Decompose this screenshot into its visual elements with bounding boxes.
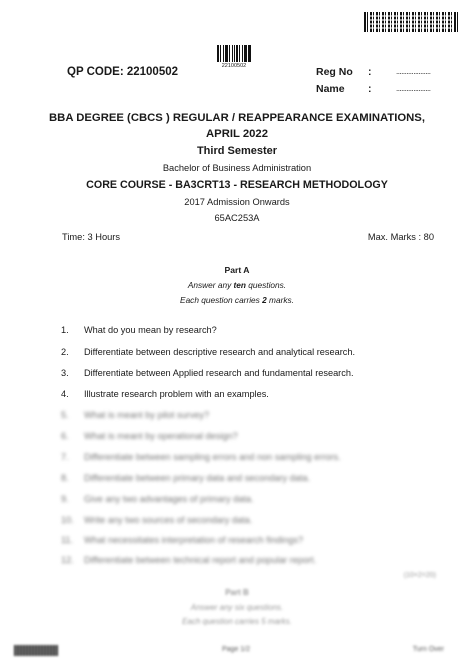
question-number: 3. <box>61 368 69 378</box>
reg-no-colon: : <box>368 66 372 78</box>
question-text: Differentiate between technical report and popular report. <box>84 555 317 565</box>
question-text: Illustrate research problem with an examples. <box>84 389 269 399</box>
barcode <box>217 45 251 62</box>
question-text: What is meant by pilot survey? <box>84 410 210 420</box>
marks-total-blurred: (10×2=20) <box>403 572 436 579</box>
question-number: 8. <box>61 473 69 483</box>
reg-no-label: Reg No <box>316 66 353 78</box>
instr1-pre: Answer any <box>187 280 234 290</box>
reg-no-field: .................... <box>396 67 431 76</box>
top-barcode-strip <box>364 12 458 32</box>
qp-code: QP CODE: 22100502 <box>67 66 179 78</box>
question-text: Differentiate between sampling errors and non sampling errors. <box>84 452 341 462</box>
question-text: Differentiate between Applied research and fundamental research. <box>84 368 354 378</box>
question-6-blurred <box>61 431 238 441</box>
question-number: 10. <box>61 515 74 525</box>
turn-over-blurred: Turn Over <box>412 646 444 653</box>
question-number: 4. <box>61 389 69 399</box>
instr1-post: questions. <box>245 280 287 290</box>
part-b-instruction-2-blurred: Each question carries 5 marks. <box>182 617 292 626</box>
question-text: What do you mean by research? <box>84 325 217 335</box>
question-2 <box>61 347 355 357</box>
question-number: 2. <box>61 347 69 357</box>
question-number: 9. <box>61 494 69 504</box>
question-8-blurred <box>61 473 310 483</box>
instr1-bold: ten <box>233 280 246 290</box>
exam-title-line2: APRIL 2022 <box>206 128 268 140</box>
question-text: Differentiate between descriptive research and analytical research. <box>84 347 356 357</box>
page-number-blurred: Page 1/2 <box>222 646 251 653</box>
course-title: CORE COURSE - BA3CRT13 - RESEARCH METHODOLOGY <box>86 179 388 191</box>
max-marks: Max. Marks : 80 <box>367 232 434 242</box>
name-label: Name <box>316 83 345 95</box>
question-number: 5. <box>61 410 69 420</box>
semester: Third Semester <box>196 145 278 157</box>
question-4 <box>61 389 269 399</box>
part-b-heading-blurred: Part B <box>225 588 249 597</box>
question-5-blurred <box>61 410 209 420</box>
question-text: Give any two advantages of primary data. <box>84 494 254 504</box>
question-9-blurred <box>61 494 254 504</box>
admission-year: 2017 Admission Onwards <box>184 197 290 207</box>
question-text: Write any two sources of secondary data. <box>84 515 253 525</box>
footer-barcode <box>14 645 58 656</box>
question-number: 6. <box>61 431 69 441</box>
barcode-number: 22100502 <box>221 63 247 69</box>
paper-code: 65AC253A <box>214 213 260 223</box>
instr2-bold: 2 <box>262 295 267 305</box>
question-7-blurred <box>61 452 341 462</box>
question-number: 11. <box>61 535 74 545</box>
program-name: Bachelor of Business Administration <box>162 163 312 173</box>
part-a-instruction-1 <box>0 280 474 290</box>
question-10-blurred <box>61 515 252 525</box>
part-a-heading: Part A <box>224 265 250 275</box>
name-field: .................... <box>396 84 431 93</box>
question-12-blurred <box>61 555 316 565</box>
part-a-instruction-2 <box>0 295 474 305</box>
question-number: 7. <box>61 452 69 462</box>
question-number: 1. <box>61 325 69 335</box>
instr2-pre: Each question carries <box>180 295 263 305</box>
name-colon: : <box>368 83 372 95</box>
question-number: 12. <box>61 555 74 565</box>
question-text: What necessitates interpretation of research findings? <box>84 535 304 545</box>
exam-title-line1: BBA DEGREE (CBCS ) REGULAR / REAPPEARANCE EXAMINATIONS, <box>49 112 425 124</box>
question-1 <box>61 325 217 335</box>
exam-time: Time: 3 Hours <box>62 232 121 242</box>
instr2-post: marks. <box>266 295 294 305</box>
question-11-blurred <box>61 535 303 545</box>
question-text: Differentiate between primary data and secondary data. <box>84 473 311 483</box>
question-3 <box>61 368 354 378</box>
part-b-instruction-1-blurred: Answer any six questions. <box>190 603 284 612</box>
question-text: What is meant by operational design? <box>84 431 238 441</box>
